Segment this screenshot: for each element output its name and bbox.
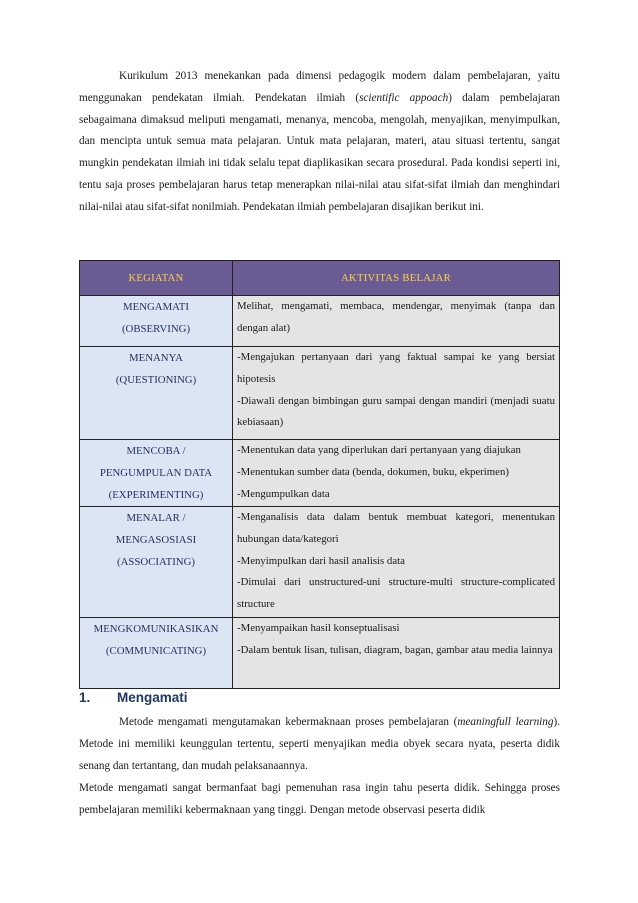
kegiatan-cell (80, 296, 233, 347)
kegiatan-line: (COMMUNICATING) (105, 645, 207, 657)
kegiatan-line: MENGASOSIASI (115, 534, 197, 546)
kegiatan-line: MENGKOMUNIKASIKAN (93, 623, 219, 635)
table-row (80, 440, 560, 507)
aktivitas-cell (233, 347, 560, 440)
section-paragraph-2 (79, 778, 560, 822)
aktivitas-line: -Menentukan sumber data (benda, dokumen, buku, ekperimen) (237, 465, 509, 478)
kegiatan-line: (QUESTIONING) (115, 374, 197, 386)
aktivitas-line: Melihat, mengamati, membaca, mendengar, menyimak (tanpa dan dengan alat) (237, 300, 555, 334)
aktivitas-line: -Diawali dengan bimbingan guru sampai dengan mandiri (menjadi suatu kebiasaan) (237, 394, 555, 429)
section-p1-text-1: Metode mengamati mengutamakan kebermaknaan proses pembelajaran ( (119, 716, 458, 728)
section-title: Mengamati (117, 690, 188, 705)
kegiatan-line: (ASSOCIATING) (117, 556, 195, 568)
intro-italic-term: scientific appoach (359, 91, 449, 104)
intro-text-2: ) dalam pembelajaran sebagaimana dimaksud meliputi mengamati, menanya, mencoba, mengolah, menyajikan, menyimpulkan, dan mencipta untuk semua mata pelajaran. Untuk mata pelajaran, materi, atau situasi tertentu, sangat mungkin pendekatan ilmiah ini tidak selalu tepat diaplikasikan secara prosedural. Pada kondisi seperti ini, tentu saja proses pembelajaran harus tetap menerapkan nilai-nilai atau sifat-sifat ilmiah dan menghindari nilai-nilai atau sifat-sifat nonilmiah. Pendekatan ilmiah pembelajaran disajikan berikut ini. (79, 91, 560, 213)
kegiatan-line: MENALAR / (126, 512, 186, 524)
aktivitas-line: -Menganalisis data dalam bentuk membuat kategori, menentukan hubungan data/kategori (237, 511, 555, 545)
kegiatan-line: PENGUMPULAN DATA (99, 467, 213, 479)
kegiatan-line: MENANYA (129, 352, 183, 364)
aktivitas-cell (233, 440, 560, 507)
table-row (80, 347, 560, 440)
kegiatan-cell (80, 618, 233, 689)
aktivitas-line: -Dalam bentuk lisan, tulisan, diagram, bagan, gambar atau media lainnya (237, 643, 553, 656)
section-p2-text: Metode mengamati sangat bermanfaat bagi pemenuhan rasa ingin tahu peserta didik. Sehingga proses pembelajaran memiliki kebermaknaan yang tinggi. Dengan metode observasi peserta didik (79, 782, 560, 816)
intro-paragraph (79, 66, 560, 219)
aktivitas-cell (233, 296, 560, 347)
aktivitas-cell (233, 507, 560, 618)
kegiatan-line: (OBSERVING) (121, 323, 191, 335)
aktivitas-cell (233, 618, 560, 689)
learning-activities-table (79, 260, 560, 689)
kegiatan-line: (EXPERIMENTING) (108, 489, 204, 501)
aktivitas-line: -Menentukan data yang diperlukan dari pertanyaan yang diajukan (237, 444, 521, 456)
table-header-row (80, 261, 560, 296)
header-kegiatan: KEGIATAN (80, 261, 233, 296)
kegiatan-cell (80, 507, 233, 618)
header-aktivitas: AKTIVITAS BELAJAR (233, 261, 560, 296)
section-paragraph-1 (79, 712, 560, 777)
aktivitas-line: -Mengajukan pertanyaan dari yang faktual sampai ke yang bersiat hipotesis (237, 351, 555, 385)
aktivitas-line: -Dimulai dari unstructured-uni structure-multi structure-complicated structure (237, 576, 555, 611)
kegiatan-line: MENCOBA / (126, 445, 186, 457)
kegiatan-cell (80, 347, 233, 440)
kegiatan-line: MENGAMATI (123, 301, 189, 313)
table-row (80, 296, 560, 347)
table-row (80, 507, 560, 618)
aktivitas-line: -Menyampaikan hasil konseptualisasi (237, 622, 400, 634)
table-row (80, 618, 560, 689)
section-p1-text-2: ). Metode ini memiliki keunggulan tertentu, seperti menyajikan media obyek secara nyata, peserta didik senang dan tertantang, dan mudah pelaksanaannya. (79, 716, 561, 772)
aktivitas-line: -Mengumpulkan data (237, 487, 330, 500)
kegiatan-cell (80, 440, 233, 507)
section-heading (79, 690, 188, 705)
intro-text-1: Kurikulum 2013 menekankan pada dimensi pedagogik modern dalam pembelajaran, yaitu menggunakan pendekatan ilmiah. Pendekatan ilmiah ( (79, 70, 560, 104)
section-number: 1. (79, 690, 91, 705)
section-p1-italic-term: meaningfull learning (457, 716, 554, 728)
aktivitas-line: -Menyimpulkan dari hasil analisis data (237, 554, 405, 567)
